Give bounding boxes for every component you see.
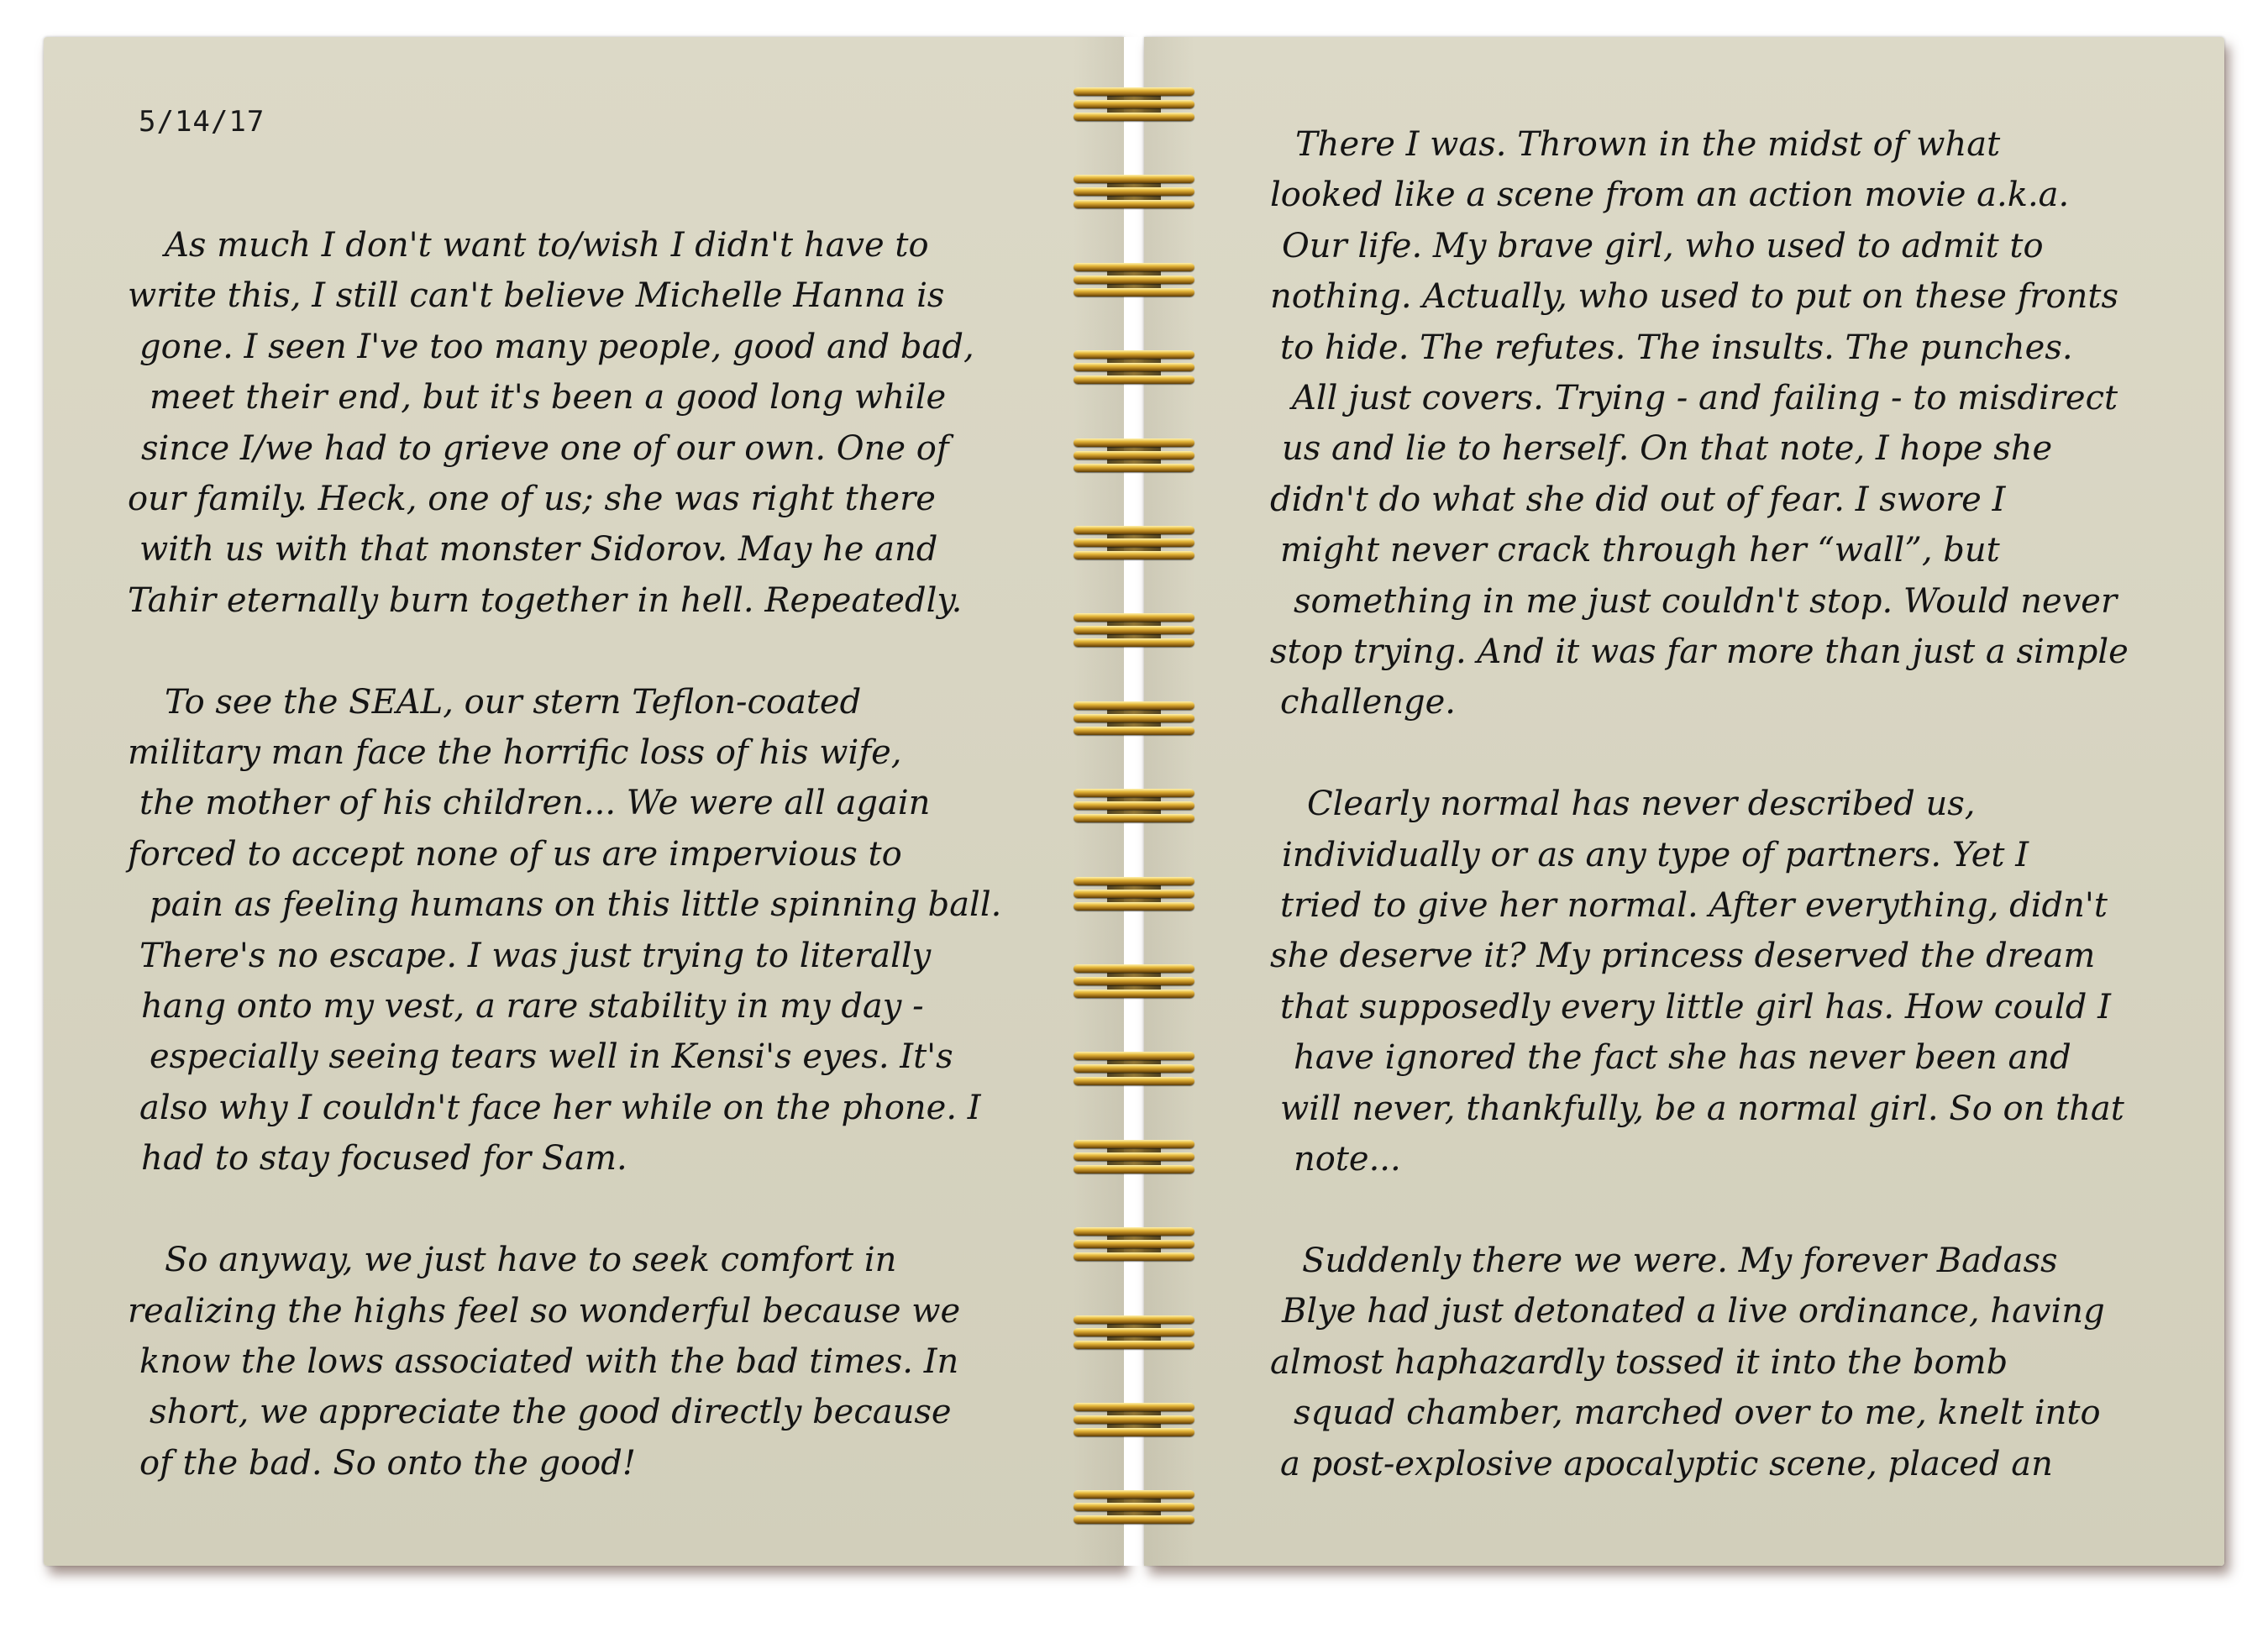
ring-wire (1074, 1227, 1194, 1236)
text-line: short, we appreciate the good directly because (150, 1393, 952, 1432)
text-line: squad chamber, marched over to me, knelt into (1294, 1394, 2101, 1433)
ring-wire (1074, 526, 1194, 534)
spiral-ring (1074, 438, 1194, 472)
text-line: know the lows associated with the bad times. In (139, 1341, 959, 1381)
text-line: looked like a scene from an action movie a.k.a. (1270, 176, 2070, 215)
spiral-ring (1074, 1140, 1194, 1173)
text-line: especially seeing tears well in Kensi's eyes. It's (150, 1037, 953, 1077)
ring-wire (1074, 1428, 1194, 1436)
text-line: gone. I seen I've too many people, good and bad, (139, 327, 974, 366)
text-line: All just covers. Trying - and failing - to misdirect (1292, 379, 2118, 418)
paragraph (126, 1235, 1092, 1488)
spiral-ring (1074, 87, 1194, 121)
paragraph-gap (1270, 1185, 2219, 1236)
spiral-ring (1074, 526, 1194, 559)
ring-wire (1074, 276, 1194, 284)
text-line: To see the SEAL, our stern Teflon-coated (165, 682, 862, 722)
text-line: nothing. Actually, who used to put on these fronts (1270, 277, 2118, 317)
ring-wire (1074, 1165, 1194, 1173)
ring-wire (1074, 87, 1194, 96)
ring-wire (1074, 350, 1194, 359)
spiral-ring (1074, 1403, 1194, 1436)
ring-wire (1074, 451, 1194, 459)
ring-wire (1074, 990, 1194, 998)
text-line: our family. Heck, one of us; she was right there (128, 480, 936, 519)
paragraph (1270, 1236, 2219, 1489)
ring-wire (1074, 464, 1194, 472)
ring-wire (1074, 1315, 1194, 1324)
text-line: There's no escape. I was just trying to literally (139, 936, 932, 975)
text-line: us and lie to herself. On that note, I hope she (1282, 429, 2053, 469)
ring-wire (1074, 877, 1194, 885)
text-line: pain as feeling humans on this little spinning ball. (150, 885, 1002, 925)
text-line: she deserve it? My princess deserved the dream (1270, 937, 2096, 976)
entry-date: 5/14/17 (139, 105, 265, 139)
ring-wire (1074, 626, 1194, 634)
text-line: tried to give her normal. After everything, didn't (1280, 886, 2108, 926)
ring-wire (1074, 1341, 1194, 1349)
text-line: to hide. The refutes. The insults. The punches. (1280, 328, 2073, 367)
ring-wire (1074, 1064, 1194, 1073)
spiral-ring (1074, 263, 1194, 297)
ring-wire (1074, 814, 1194, 822)
ring-wire (1074, 964, 1194, 973)
text-line: There I was. Thrown in the midst of what (1295, 125, 2001, 164)
spiral-ring (1074, 1052, 1194, 1085)
ring-wire (1074, 551, 1194, 559)
ring-wire (1074, 613, 1194, 622)
ring-wire (1074, 1140, 1194, 1148)
spiral-ring (1074, 175, 1194, 208)
text-line: had to stay focused for Sam. (141, 1139, 627, 1179)
text-line: individually or as any type of partners. Yet I (1282, 835, 2029, 874)
spiral-ring (1074, 613, 1194, 647)
ring-wire (1074, 902, 1194, 911)
ring-wire (1074, 363, 1194, 371)
ring-wire (1074, 1415, 1194, 1424)
text-line: Suddenly there we were. My forever Badass (1302, 1241, 2058, 1280)
ring-wire (1074, 890, 1194, 898)
text-line: meet their end, but it's been a good long while (150, 378, 947, 417)
text-line: will never, thankfully, be a normal girl. So on that (1280, 1089, 2124, 1128)
text-line: military man face the horrific loss of his wife, (128, 733, 902, 773)
text-line: Clearly normal has never described us, (1307, 785, 1976, 824)
ring-wire (1074, 1490, 1194, 1499)
ring-wire (1074, 1152, 1194, 1161)
paragraph-gap (126, 626, 1092, 676)
text-line: a post-explosive apocalyptic scene, placed an (1280, 1444, 2053, 1483)
paragraph (126, 220, 1092, 626)
ring-wire (1074, 200, 1194, 208)
text-line: also why I couldn't face her while on the phone. I (139, 1088, 981, 1127)
paragraph (1270, 779, 2219, 1184)
right-page-text (1270, 119, 2219, 1489)
text-line: Our life. My brave girl, who used to admit to (1282, 226, 2044, 265)
ring-wire (1074, 701, 1194, 710)
ring-wire (1074, 1515, 1194, 1524)
ring-wire (1074, 375, 1194, 384)
ring-wire (1074, 1052, 1194, 1060)
spiral-ring (1074, 877, 1194, 911)
spiral-ring (1074, 1490, 1194, 1524)
ring-wire (1074, 638, 1194, 647)
text-line: hang onto my vest, a rare stability in my day - (141, 987, 924, 1026)
text-line: As much I don't want to/wish I didn't have to (165, 226, 929, 265)
text-line: stop trying. And it was far more than just a simple (1270, 633, 2129, 672)
text-line: almost haphazardly tossed it into the bomb (1270, 1342, 2008, 1382)
text-line: write this, I still can't believe Michelle Hanna is (128, 276, 945, 316)
ring-wire (1074, 1403, 1194, 1411)
text-line: Tahir eternally burn together in hell. Repeatedly. (128, 580, 963, 620)
ring-wire (1074, 977, 1194, 985)
ring-wire (1074, 801, 1194, 810)
text-line: since I/we had to grieve one of our own. One of (141, 428, 949, 468)
text-line: challenge. (1280, 683, 1457, 722)
spiral-ring (1074, 789, 1194, 822)
paragraph-gap (126, 1184, 1092, 1235)
text-line: that supposedly every little girl has. How could I (1280, 987, 2111, 1026)
ring-wire (1074, 727, 1194, 735)
spiral-ring (1074, 1315, 1194, 1349)
paragraph-gap (1270, 728, 2219, 779)
left-page-text (126, 220, 1092, 1488)
ring-wire (1074, 1503, 1194, 1511)
paragraph (1270, 119, 2219, 728)
ring-wire (1074, 288, 1194, 297)
ring-wire (1074, 187, 1194, 196)
text-line: forced to accept none of us are impervious to (128, 834, 902, 874)
ring-wire (1074, 714, 1194, 722)
text-line: of the bad. So onto the good! (139, 1443, 636, 1483)
spiral-ring (1074, 350, 1194, 384)
text-line: might never crack through her “wall”, but (1280, 531, 2000, 570)
text-line: So anyway, we just have to seek comfort in (165, 1241, 897, 1280)
ring-wire (1074, 789, 1194, 797)
spiral-ring (1074, 1227, 1194, 1261)
text-line: the mother of his children... We were all again (139, 784, 931, 823)
ring-wire (1074, 100, 1194, 108)
paragraph (126, 677, 1092, 1184)
spiral-ring (1074, 701, 1194, 735)
ring-wire (1074, 175, 1194, 183)
text-line: have ignored the fact she has never been and (1294, 1038, 2071, 1078)
ring-wire (1074, 263, 1194, 271)
spiral-ring (1074, 964, 1194, 998)
ring-wire (1074, 438, 1194, 447)
text-line: note... (1294, 1140, 1401, 1179)
text-line: something in me just couldn't stop. Would never (1294, 581, 2118, 621)
text-line: with us with that monster Sidorov. May he and (139, 530, 938, 570)
ring-wire (1074, 1077, 1194, 1085)
ring-wire (1074, 538, 1194, 547)
ring-wire (1074, 1328, 1194, 1336)
ring-wire (1074, 1240, 1194, 1248)
text-line: Blye had just detonated a live ordinance, having (1282, 1292, 2105, 1331)
text-line: didn't do what she did out of fear. I swore I (1270, 480, 2006, 519)
ring-wire (1074, 113, 1194, 121)
text-line: realizing the highs feel so wonderful because we (128, 1291, 961, 1331)
ring-wire (1074, 1252, 1194, 1261)
